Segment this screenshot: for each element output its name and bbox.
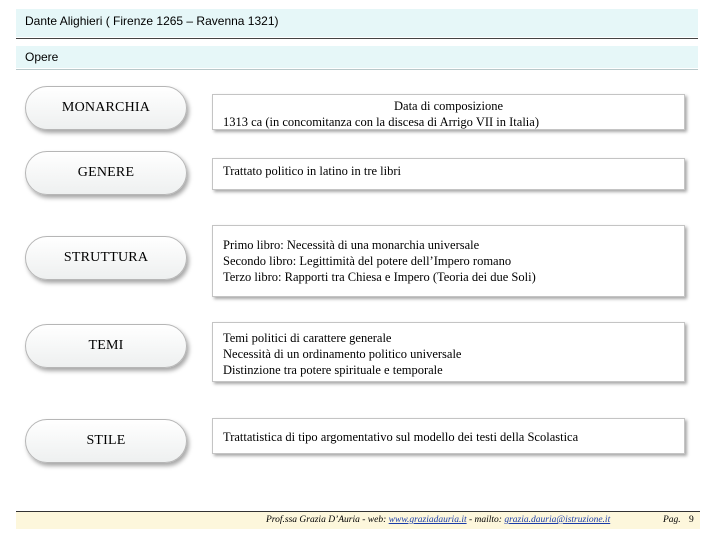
footer-credit — [266, 515, 610, 525]
footer-separator: - — [359, 515, 368, 525]
pill-label: TEMI — [88, 338, 124, 353]
header-title: Dante Alighieri ( Firenze 1265 – Ravenna 1321) — [25, 14, 279, 28]
label-pill-stile — [25, 419, 187, 463]
footer-page-label: Pag. — [663, 515, 681, 525]
box-line: Terzo libro: Rapporti tra Chiesa e Impero (Teoria dei due Soli) — [223, 270, 536, 284]
label-pill-struttura — [25, 236, 187, 280]
section-bar — [16, 46, 698, 68]
info-box-struttura — [212, 225, 685, 297]
label-pill-monarchia — [25, 86, 187, 130]
box-line: Primo libro: Necessità di una monarchia universale — [223, 238, 480, 252]
box-line: Data di composizione — [394, 99, 503, 113]
footer-mail-link[interactable]: grazia.dauria@istruzione.it — [504, 515, 611, 525]
box-line: Trattatistica di tipo argomentativo sul modello dei testi della Scolastica — [223, 430, 579, 444]
info-box-stile — [212, 418, 685, 454]
box-line: Temi politici di carattere generale — [223, 331, 392, 345]
pill-label: STRUTTURA — [63, 250, 149, 265]
box-line: Secondo libro: Legittimità del potere dell’Impero romano — [223, 254, 512, 268]
box-line: Trattato politico in latino in tre libri — [223, 164, 401, 178]
header-divider — [16, 38, 698, 39]
info-box-temi — [212, 322, 685, 382]
info-box-monarchia — [212, 94, 685, 130]
label-pill-temi — [25, 324, 187, 368]
box-line: Distinzione tra potere spirituale e temporale — [223, 363, 443, 377]
pill-label: MONARCHIA — [61, 100, 151, 115]
label-pill-genere — [25, 151, 187, 195]
pill-label: GENERE — [77, 165, 135, 180]
box-line: 1313 ca (in concomitanza con la discesa di Arrigo VII in Italia) — [223, 115, 539, 129]
info-box-genere — [212, 158, 685, 190]
footer-web-label: web: — [367, 515, 389, 525]
section-divider — [16, 69, 698, 70]
footer-page-number: 9 — [689, 515, 694, 525]
box-line: Necessità di un ordinamento politico universale — [223, 347, 462, 361]
footer-mail-label: mailto: — [474, 515, 505, 525]
footer-separator: - — [466, 515, 475, 525]
footer — [16, 511, 700, 529]
header-bar — [16, 9, 698, 37]
footer-web-link[interactable]: www.graziadauria.it — [388, 515, 467, 525]
footer-author: Prof.ssa Grazia D’Auria — [266, 515, 360, 525]
section-title: Opere — [25, 50, 59, 64]
pill-label: STILE — [86, 433, 126, 448]
